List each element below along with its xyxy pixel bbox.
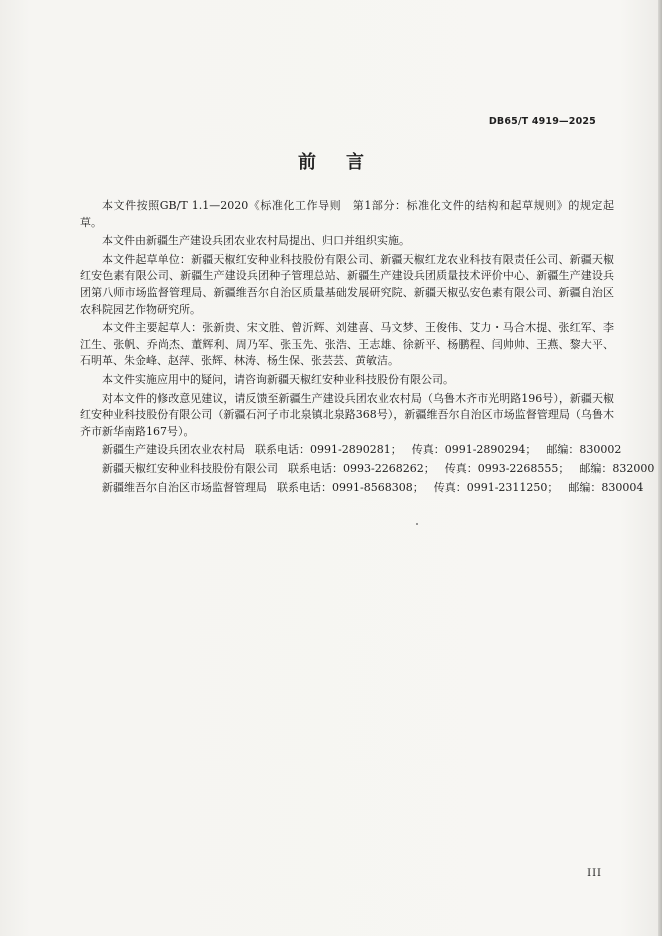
contact-fax: 传真：0991-2311250； <box>433 480 559 494</box>
paragraph-inquiries: 本文件实施应用中的疑问，请咨询新疆天椒红安种业科技股份有限公司。 <box>102 372 454 386</box>
contact-postcode: 邮编：830004 <box>568 480 644 494</box>
page-edge-shadow <box>658 0 662 936</box>
standard-number: DB65/T 4919—2025 <box>488 116 596 127</box>
contact-fax: 传真：0991-2890294； <box>411 443 537 457</box>
contact-list <box>80 442 655 496</box>
contact-line <box>80 480 644 497</box>
contact-postcode: 邮编：830002 <box>546 443 622 457</box>
contact-org: 新疆维吾尔自治区市场监督管理局 <box>102 480 267 494</box>
contact-phone: 联系电话：0991-2890281； <box>255 443 402 457</box>
contact-phone: 联系电话：0991-8568308； <box>277 480 424 494</box>
contact-org: 新疆天椒红安种业科技股份有限公司 <box>102 461 278 475</box>
contact-fax: 传真：0993-2268555； <box>444 461 570 475</box>
contact-phone: 联系电话：0993-2268262； <box>288 461 435 475</box>
contact-line <box>80 461 655 478</box>
paragraph-drafting-units: 本文件起草单位：新疆天椒红安种业科技股份有限公司、新疆天椒红龙农业科技有限责任公司、新疆天椒红安色素有限公司、新疆生产建设兵团种子管理总站、新疆生产建设兵团质量技术评价中心、新疆生产建设兵团第八师市场监督管理局、新疆维吾尔自治区质量基础发展研究院、新疆天椒弘安色素有限公司、新疆自治区农科院园艺作物研究所。 <box>80 252 614 316</box>
page-number: III <box>587 868 602 879</box>
paragraph-proposer: 本文件由新疆生产建设兵团农业农村局提出、归口并组织实施。 <box>102 234 410 248</box>
paragraph-feedback: 对本文件的修改意见建议，请反馈至新疆生产建设兵团农业农村局（乌鲁木齐市光明路196号），新疆天椒红安种业科技股份有限公司（新疆石河子市北泉镇北泉路368号），新疆维吾尔自治区市场监督管理局（乌鲁木齐市新华南路167号）。 <box>80 391 614 438</box>
contact-postcode: 邮编：832000 <box>579 461 655 475</box>
contact-line <box>80 442 622 459</box>
paragraph-structure-rule: 本文件按照GB/T 1.1—2020《标准化工作导则 第1部分：标准化文件的结构和起草规则》的规定起草。 <box>80 199 614 229</box>
paragraph-drafters: 本文件主要起草人：张新贵、宋文胜、曾沂辉、刘建喜、马文梦、王俊伟、艾力・马合木提、张红军、李江生、张帆、乔尚杰、董辉利、周乃军、张玉先、张浩、王志雄、徐新平、杨鹏程、闫帅帅、王燕、黎大平、石明革、朱金峰、赵萍、张辉、林涛、杨生保、张芸芸、黄敏洁。 <box>80 321 614 368</box>
contact-org: 新疆生产建设兵团农业农村局 <box>102 443 245 457</box>
scan-speck <box>416 523 418 525</box>
foreword-body <box>80 198 655 498</box>
page-title: 前言 <box>298 152 394 173</box>
